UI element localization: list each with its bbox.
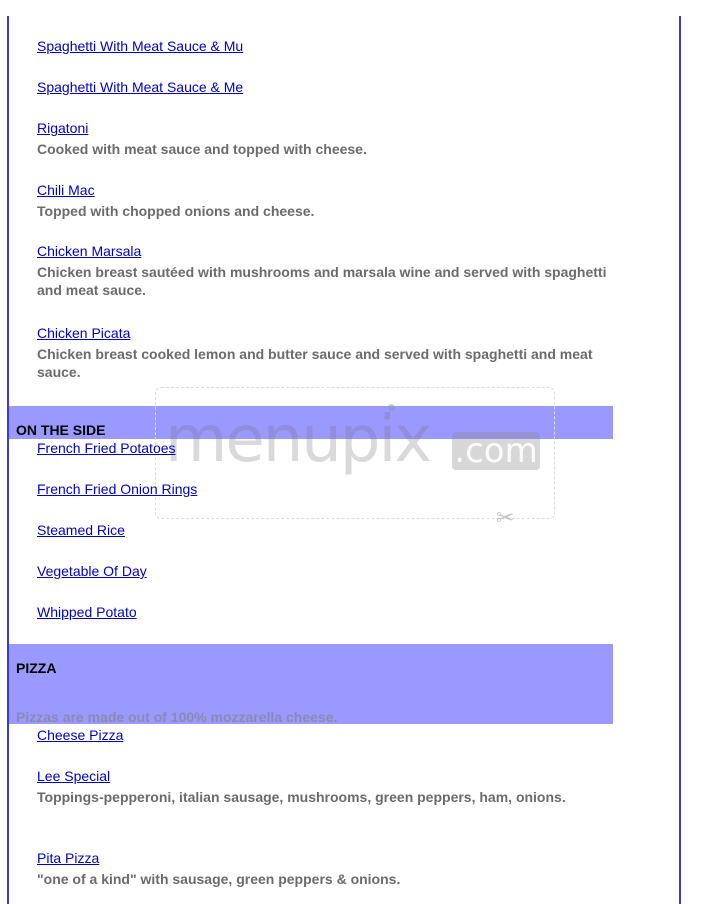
section-title: PIZZA bbox=[16, 660, 57, 676]
menu-item bbox=[37, 562, 637, 581]
menu-item-description: Cooked with meat sauce and topped with cheese. bbox=[37, 141, 367, 157]
section-title: ON THE SIDE bbox=[16, 422, 106, 438]
menu-item-link[interactable]: Chicken Marsala bbox=[37, 243, 142, 259]
menu-item-description: Chicken breast sautéed with mushrooms and marsala wine and served with spaghetti and meat sauce. bbox=[37, 264, 607, 298]
menu-item bbox=[37, 37, 637, 56]
menu-item-link[interactable]: Lee Special bbox=[37, 768, 111, 784]
menu-item bbox=[37, 181, 637, 220]
right-border bbox=[679, 16, 681, 904]
menu-item-link[interactable]: Chicken Picata bbox=[37, 325, 131, 341]
menu-item-description: Chicken breast cooked lemon and butter sauce and served with spaghetti and meat sauce. bbox=[37, 346, 593, 380]
menu-item-link[interactable]: Cheese Pizza bbox=[37, 727, 124, 743]
section-note: Pizzas are made out of 100% mozzarella cheese. bbox=[16, 709, 338, 725]
menu-item-link[interactable]: Steamed Rice bbox=[37, 522, 125, 538]
menu-item-description: Toppings-pepperoni, italian sausage, mushrooms, green peppers, ham, onions. bbox=[37, 789, 566, 805]
menu-item bbox=[37, 603, 637, 622]
left-border bbox=[7, 16, 9, 904]
watermark-suffix: .com bbox=[452, 432, 540, 470]
menu-item-link[interactable]: Pita Pizza bbox=[37, 850, 100, 866]
menu-item-link[interactable]: Chili Mac bbox=[37, 182, 95, 198]
menu-item bbox=[37, 242, 637, 299]
watermark-text: menupix bbox=[165, 403, 431, 477]
menu-item bbox=[37, 726, 637, 745]
menu-item bbox=[37, 78, 637, 97]
scissors-icon: ✂ bbox=[496, 505, 515, 530]
menu-item-link[interactable]: Spaghetti With Meat Sauce & Mu bbox=[37, 38, 244, 54]
menu-item bbox=[37, 119, 637, 158]
menu-item-description: Topped with chopped onions and cheese. bbox=[37, 203, 315, 219]
menu-item bbox=[37, 324, 637, 381]
menu-item-link[interactable]: Vegetable Of Day bbox=[37, 563, 147, 579]
menu-item-link[interactable]: Spaghetti With Meat Sauce & Me bbox=[37, 79, 244, 95]
menu-item-link[interactable]: French Fried Potatoes bbox=[37, 440, 176, 456]
menu-item-link[interactable]: Whipped Potato bbox=[37, 604, 137, 620]
menu-item bbox=[37, 767, 637, 806]
menu-item-link[interactable]: Rigatoni bbox=[37, 120, 89, 136]
menu-item-description: "one of a kind" with sausage, green peppers & onions. bbox=[37, 871, 401, 887]
menu-item bbox=[37, 849, 637, 888]
menu-item bbox=[37, 480, 637, 499]
menu-item bbox=[37, 521, 637, 540]
menu-item-link[interactable]: French Fried Onion Rings bbox=[37, 481, 198, 497]
menu-item bbox=[37, 439, 637, 458]
